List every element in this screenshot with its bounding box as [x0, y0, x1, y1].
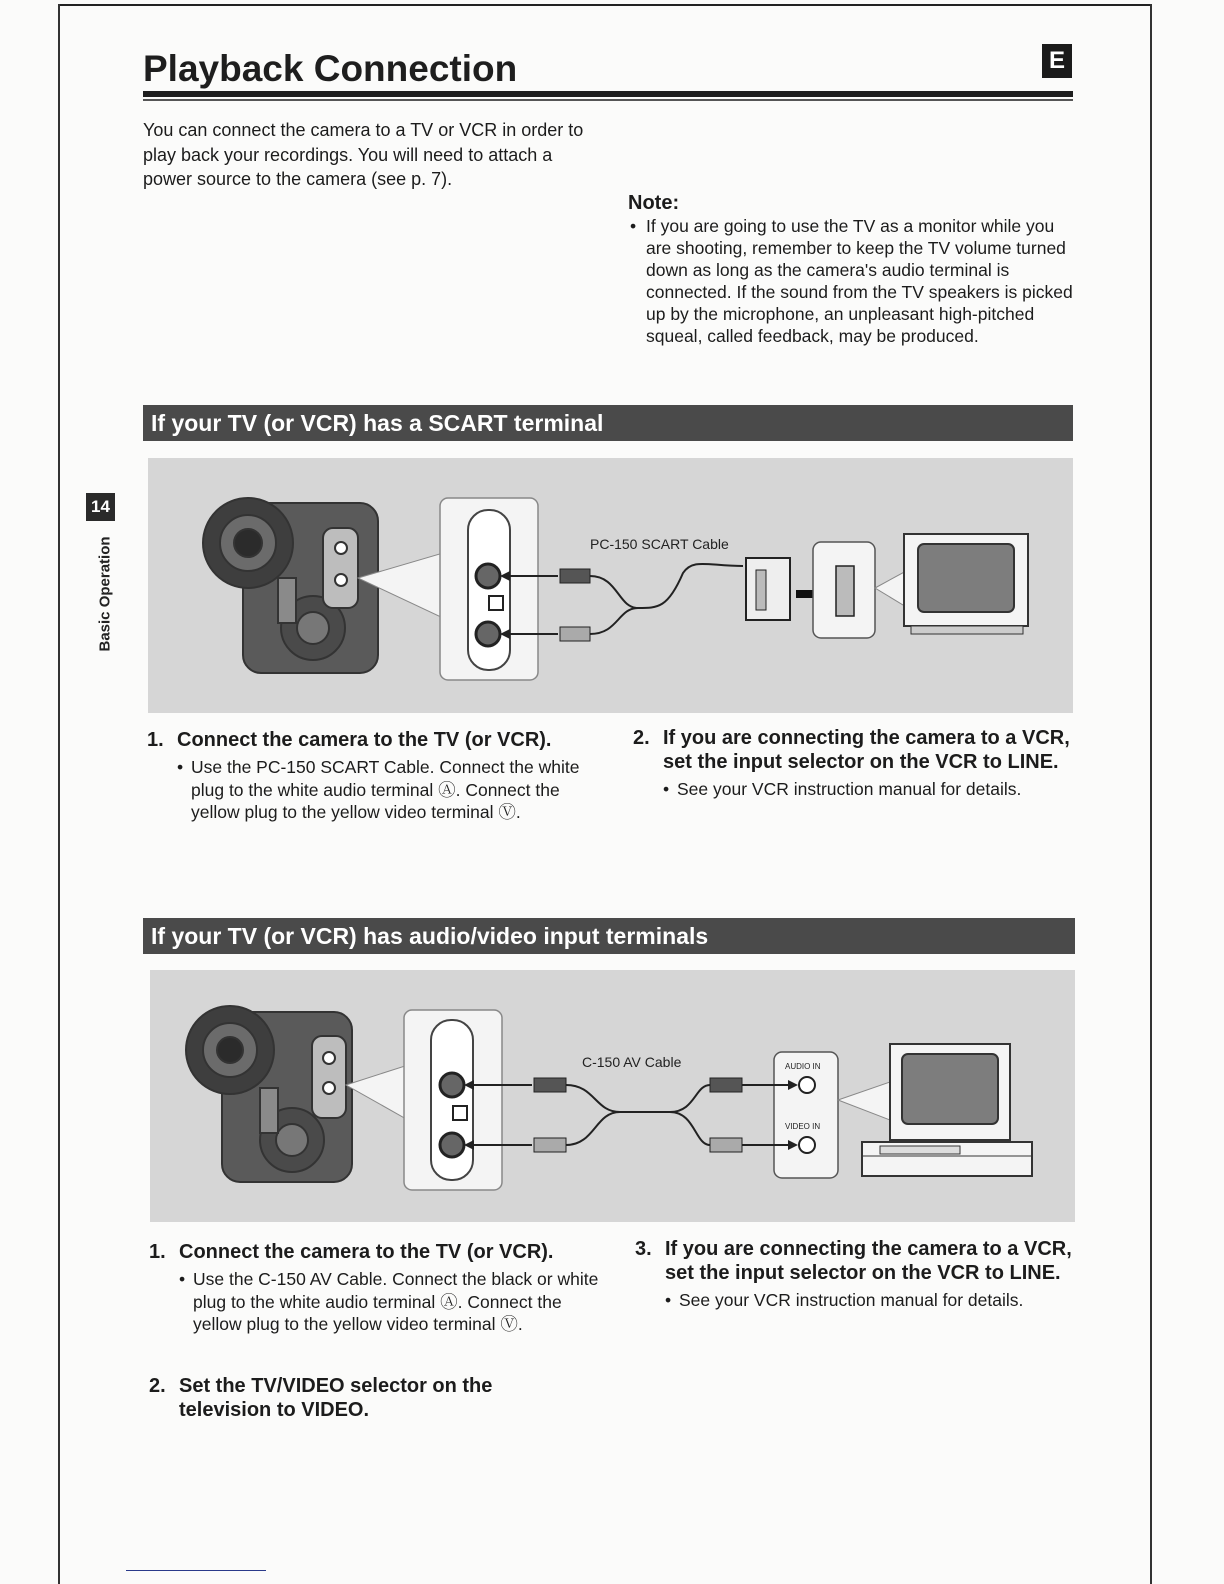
av-connection-diagram — [150, 970, 1075, 1222]
av-section-heading: If your TV (or VCR) has audio/video input terminals — [143, 918, 1075, 954]
step-detail: • See your VCR instruction manual for details. — [633, 778, 1073, 801]
page-number-tab: 14 — [86, 493, 115, 521]
av-step-3 — [635, 1237, 1075, 1312]
scart-cable-label: PC-150 SCART Cable — [590, 536, 729, 552]
av-step-1 — [149, 1240, 599, 1336]
step-detail: • Use the PC-150 SCART Cable. Connect the white plug to the white audio terminal Ⓐ. Connect the yellow plug to the yellow video terminal Ⓥ. — [147, 756, 597, 824]
page-border-left — [58, 4, 60, 1584]
step-title: If you are connecting the camera to a VCR, set the input selector on the VCR to LINE. — [665, 1238, 1072, 1284]
note-item: • If you are going to use the TV as a monitor while you are shooting, remember to keep the TV volume turned down as long as the camera's audio terminal is connected. If the sound from the TV speakers is picked up by the microphone, an unpleasant high-pitched squeal, called feedback, may be produced. — [628, 215, 1078, 347]
intro-paragraph: You can connect the camera to a TV or VCR in order to play back your recordings. You will need to attach a power source to the camera (see p. 7). — [143, 120, 584, 189]
scart-diagram-drawing — [148, 458, 1073, 713]
scart-step-2 — [633, 726, 1073, 801]
camcorder-illustration — [203, 498, 378, 673]
av-cable-label: C-150 AV Cable — [582, 1054, 682, 1070]
av-step-2 — [149, 1374, 549, 1422]
step-detail: • See your VCR instruction manual for details. — [635, 1289, 1075, 1312]
step-number: 2. — [149, 1375, 166, 1397]
section-tab-label: Basic Operation — [96, 536, 114, 652]
step-detail: • Use the C-150 AV Cable. Connect the black or white plug to the white audio terminal Ⓐ. Connect the yellow plug to the yellow video terminal Ⓥ. — [149, 1268, 599, 1336]
page-title: Playback Connection — [143, 48, 518, 89]
av-diagram-drawing — [150, 970, 1075, 1222]
page-border-right — [1150, 4, 1152, 1584]
page-border-top — [58, 4, 1152, 6]
scart-step-1 — [147, 728, 597, 824]
language-badge: E — [1042, 44, 1072, 78]
step-number: 1. — [147, 729, 164, 751]
title-rule-thin — [143, 99, 1073, 101]
scart-connection-diagram — [148, 458, 1073, 713]
note-heading: Note: — [628, 192, 680, 214]
camcorder-illustration — [186, 1006, 352, 1182]
video-in-label: VIDEO IN — [785, 1122, 821, 1131]
step-title: Connect the camera to the TV (or VCR). — [179, 1241, 554, 1263]
footer-line — [126, 1570, 266, 1571]
step-number: 3. — [635, 1238, 652, 1260]
scart-section-heading: If your TV (or VCR) has a SCART terminal — [143, 405, 1073, 441]
audio-in-label: AUDIO IN — [785, 1062, 821, 1071]
step-title: If you are connecting the camera to a VCR, set the input selector on the VCR to LINE. — [663, 727, 1070, 773]
step-title: Set the TV/VIDEO selector on the television to VIDEO. — [179, 1375, 493, 1421]
step-number: 2. — [633, 727, 650, 749]
title-rule — [143, 91, 1073, 97]
note-list — [628, 215, 1078, 347]
step-number: 1. — [149, 1241, 166, 1263]
step-title: Connect the camera to the TV (or VCR). — [177, 729, 552, 751]
